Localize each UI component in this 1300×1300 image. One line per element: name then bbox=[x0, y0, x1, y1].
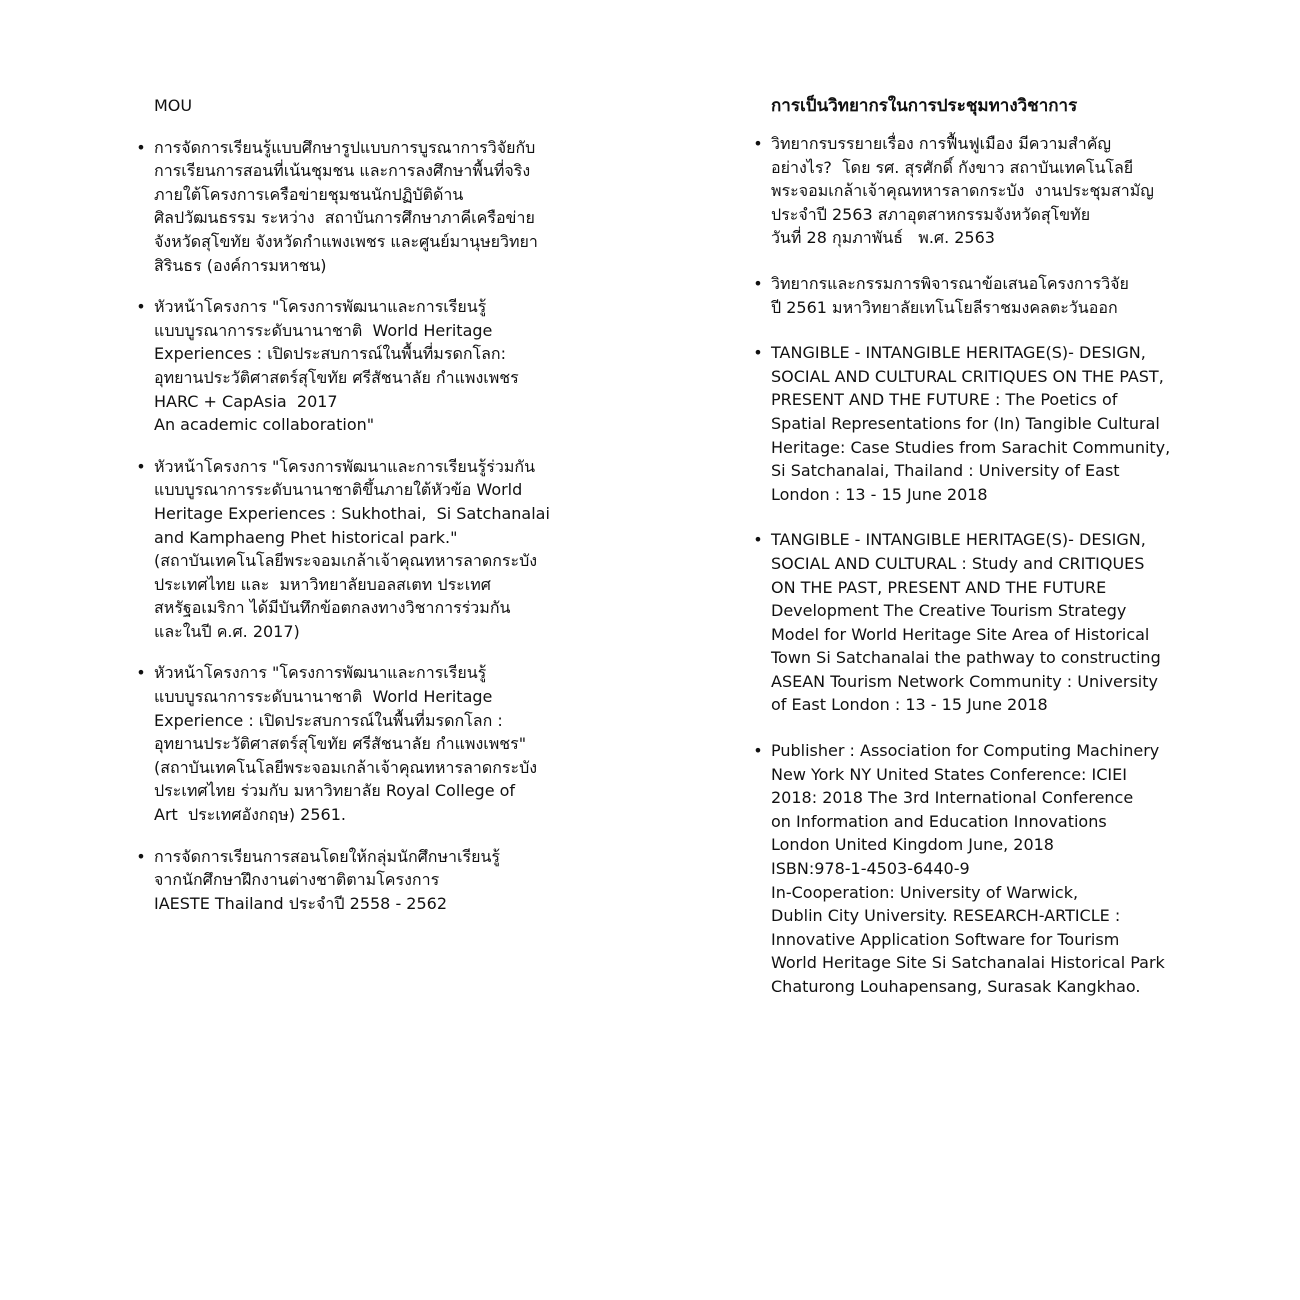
list-item-text bbox=[154, 136, 590, 278]
text-line: อย่างไร? โดย รศ. สุรศักดิ์ กังขาว สถาบันเทคโนโลยี bbox=[771, 157, 1134, 177]
text-line: จากนักศึกษาฝึกงานต่างชาติตามโครงการ bbox=[154, 870, 440, 890]
text-line: แบบบูรณาการระดับนานาชาติ World Heritage bbox=[154, 687, 493, 707]
text-line: สิรินธร (องค์การมหาชน) bbox=[154, 255, 327, 275]
text-line: สหรัฐอเมริกา ได้มีบันทึกข้อตกลงทางวิชาการร่วมกัน bbox=[154, 598, 511, 618]
text-line: Heritage: Case Studies from Sarachit Community, bbox=[771, 437, 1171, 457]
text-line: Innovative Application Software for Tourism bbox=[771, 929, 1120, 949]
bullet-icon: • bbox=[136, 663, 146, 683]
list-item-text bbox=[771, 528, 1192, 717]
text-line: ISBN:978-1-4503-6440-9 bbox=[771, 859, 970, 879]
bullet-icon: • bbox=[753, 273, 763, 293]
bullet-icon: • bbox=[753, 530, 763, 550]
text-line: การจัดการเรียนการสอนโดยให้กลุ่มนักศึกษาเรียนรู้ bbox=[154, 846, 500, 866]
text-line: ปี 2561 มหาวิทยาลัยเทโนโยลีราชมงคลตะวันออก bbox=[771, 297, 1118, 317]
list-item-text bbox=[771, 272, 1192, 319]
text-line: Town Si Satchanalai the pathway to constructing bbox=[771, 648, 1161, 668]
text-line: on Information and Education Innovations bbox=[771, 811, 1107, 831]
list-item-text bbox=[154, 845, 590, 916]
speaker-list bbox=[752, 132, 1192, 999]
list-item-text bbox=[154, 295, 590, 437]
text-line: London : 13 - 15 June 2018 bbox=[771, 484, 988, 504]
text-line: และในปี ค.ศ. 2017) bbox=[154, 621, 300, 641]
text-line: วิทยากรและกรรมการพิจารณาข้อเสนอโครงการวิจัย bbox=[771, 273, 1129, 293]
text-line: ประจำปี 2563 สภาอุตสาหกรรมจังหวัดสุโขทัย bbox=[771, 204, 1091, 224]
text-line: การจัดการเรียนรู้แบบศึกษารูปแบบการบูรณาการวิจัยกับ bbox=[154, 137, 536, 157]
list-item bbox=[752, 132, 1192, 250]
text-line: and Kamphaeng Phet historical park." bbox=[154, 527, 458, 547]
text-line: ภายใต้โครงการเครือข่ายชุมชนนักปฏิบัติด้าน bbox=[154, 184, 464, 204]
text-line: ประเทศไทย และ มหาวิทยาลัยบอลสเตท ประเทศ bbox=[154, 574, 491, 594]
text-line: หัวหน้าโครงการ "โครงการพัฒนาและการเรียนรู้ bbox=[154, 297, 487, 317]
text-line: ศิลปวัฒนธรรม ระหว่าง สถาบันการศึกษาภาคีเครือข่าย bbox=[154, 208, 535, 228]
list-item bbox=[752, 341, 1192, 506]
text-line: การเรียนการสอนที่เน้นชุมชน และการลงศึกษาพื้นที่จริง bbox=[154, 161, 531, 181]
text-line: London United Kingdom June, 2018 bbox=[771, 835, 1054, 855]
text-line: วิทยากรบรรยายเรื่อง การฟื้นฟูเมือง มีความสำคัญ bbox=[771, 134, 1112, 153]
list-item-text bbox=[771, 132, 1192, 250]
bullet-icon: • bbox=[136, 137, 146, 157]
list-item bbox=[752, 272, 1192, 319]
bullet-icon: • bbox=[753, 741, 763, 761]
text-line: PRESENT AND THE FUTURE : The Poetics of bbox=[771, 390, 1118, 410]
text-line: ON THE PAST, PRESENT AND THE FUTURE bbox=[771, 577, 1107, 597]
text-line: แบบบูรณาการระดับนานาชาติขึ้นภายใต้หัวข้อ World bbox=[154, 480, 523, 500]
bullet-icon: • bbox=[753, 134, 763, 153]
text-line: วันที่ 28 กุมภาพันธ์ พ.ศ. 2563 bbox=[771, 228, 995, 248]
text-line: IAESTE Thailand ประจำปี 2558 - 2562 bbox=[154, 893, 448, 913]
text-line: Si Satchanalai, Thailand : University of East bbox=[771, 461, 1120, 481]
text-line: World Heritage Site Si Satchanalai Historical Park bbox=[771, 953, 1165, 973]
text-line: อุทยานประวัติศาสตร์สุโขทัย ศรีสัชนาลัย กำแพงเพชร bbox=[154, 367, 519, 387]
list-item-text bbox=[771, 341, 1192, 506]
text-line: SOCIAL AND CULTURAL : Study and CRITIQUES bbox=[771, 553, 1145, 573]
text-line: อุทยานประวัติศาสตร์สุโขทัย ศรีสัชนาลัย กำแพงเพชร" bbox=[154, 734, 527, 754]
text-line: TANGIBLE - INTANGIBLE HERITAGE(S)- DESIGN, bbox=[771, 343, 1146, 363]
section-heading-mou: MOU bbox=[154, 96, 193, 115]
text-line: SOCIAL AND CULTURAL CRITIQUES ON THE PAST, bbox=[771, 366, 1164, 386]
text-line: TANGIBLE - INTANGIBLE HERITAGE(S)- DESIGN, bbox=[771, 530, 1146, 550]
list-item bbox=[135, 136, 590, 278]
bullet-icon: • bbox=[753, 343, 763, 363]
list-item-text bbox=[771, 739, 1192, 999]
bullet-icon: • bbox=[136, 846, 146, 866]
text-line: Chaturong Louhapensang, Surasak Kangkhao. bbox=[771, 977, 1141, 996]
text-line: Development The Creative Tourism Strategy bbox=[771, 601, 1127, 621]
section-heading-speaker: การเป็นวิทยากรในการประชุมทางวิชาการ bbox=[771, 96, 1078, 116]
list-item bbox=[135, 455, 590, 644]
list-item bbox=[752, 528, 1192, 717]
text-line: Heritage Experiences : Sukhothai, Si Satchanalai bbox=[154, 503, 550, 523]
text-line: An academic collaboration" bbox=[154, 415, 375, 435]
bullet-icon: • bbox=[136, 297, 146, 317]
text-line: Spatial Representations for (In) Tangible Cultural bbox=[771, 413, 1160, 433]
text-line: In-Cooperation: University of Warwick, bbox=[771, 882, 1079, 902]
bullet-icon: • bbox=[136, 456, 146, 476]
text-line: HARC + CapAsia 2017 bbox=[154, 391, 338, 411]
text-line: ASEAN Tourism Network Community : University bbox=[771, 671, 1158, 691]
text-line: พระจอมเกล้าเจ้าคุณทหารลาดกระบัง งานประชุมสามัญ bbox=[771, 181, 1154, 201]
text-line: Experiences : เปิดประสบการณ์ในพื้นที่มรดกโลก: bbox=[154, 344, 506, 364]
list-item-text bbox=[154, 661, 590, 826]
text-line: หัวหน้าโครงการ "โครงการพัฒนาและการเรียนรู้ bbox=[154, 663, 487, 683]
text-line: แบบบูรณาการระดับนานาชาติ World Heritage bbox=[154, 320, 493, 340]
text-line: จังหวัดสุโขทัย จังหวัดกำแพงเพชร และศูนย์มานุษยวิทยา bbox=[154, 231, 538, 251]
text-line: Art ประเทศอังกฤษ) 2561. bbox=[154, 805, 346, 825]
left-column bbox=[135, 94, 590, 933]
text-line: of East London : 13 - 15 June 2018 bbox=[771, 695, 1048, 715]
mou-list bbox=[135, 136, 590, 916]
text-line: Dublin City University. RESEARCH-ARTICLE : bbox=[771, 906, 1121, 926]
text-line: (สถาบันเทคโนโลยีพระจอมเกล้าเจ้าคุณทหารลาดกระบัง bbox=[154, 757, 538, 777]
text-line: หัวหน้าโครงการ "โครงการพัฒนาและการเรียนรู้ร่วมกัน bbox=[154, 456, 535, 476]
text-line: New York NY United States Conference: ICIEI bbox=[771, 764, 1127, 784]
text-line: Model for World Heritage Site Area of Historical bbox=[771, 624, 1150, 644]
text-line: Experience : เปิดประสบการณ์ในพื้นที่มรดกโลก : bbox=[154, 710, 503, 730]
list-item bbox=[135, 845, 590, 916]
list-item bbox=[752, 739, 1192, 999]
text-line: 2018: 2018 The 3rd International Conference bbox=[771, 788, 1134, 808]
list-item bbox=[135, 661, 590, 826]
text-line: ประเทศไทย ร่วมกับ มหาวิทยาลัย Royal College of bbox=[154, 781, 516, 801]
text-line: (สถาบันเทคโนโลยีพระจอมเกล้าเจ้าคุณทหารลาดกระบัง bbox=[154, 551, 538, 571]
right-column bbox=[752, 94, 1192, 1021]
list-item-text bbox=[154, 455, 590, 644]
list-item bbox=[135, 295, 590, 437]
text-line: Publisher : Association for Computing Machinery bbox=[771, 741, 1160, 761]
